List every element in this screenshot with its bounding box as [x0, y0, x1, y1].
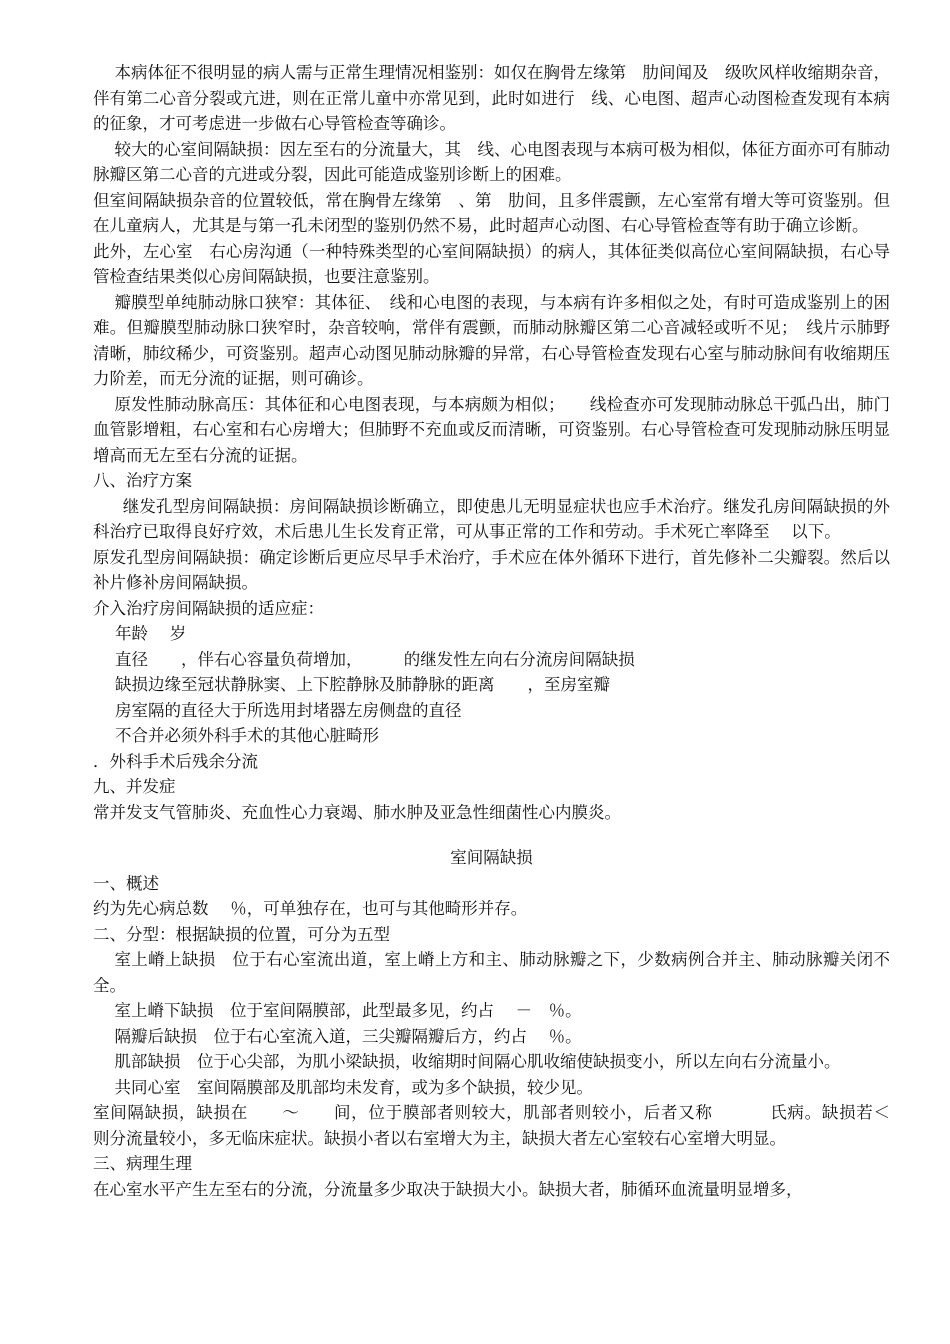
- paragraph-vsd-size: 室间隔缺损，缺损在 ～ 间，位于膜部者则较大，肌部者则较小，后者又称 氏病。缺损若＜ 则分流量较小，多无临床症状。缺损小者以右室增大为主，缺损大者左心室较右心室增大明显。: [93, 1103, 940, 1148]
- paragraph-large-vsd: 较大的心室间隔缺损：因左至右的分流量大，其 线、心电图表现与本病可极为相似，体征方面亦可有肺动脉瓣区第二心音的亢进或分裂，因此可能造成鉴别诊断上的困难。: [93, 139, 890, 184]
- heading-pathophysiology: 三、病理生理: [93, 1154, 192, 1173]
- paragraph-physiologic-differential: 本病体征不很明显的病人需与正常生理情况相鉴别：如仅在胸骨左缘第 肋间闻及 级吹风样收缩期杂音，伴有第二心音分裂或亢进，则在正常儿童中亦常见到，此时如进行 线、心电图、超声心动图检查发现有本病的征象，才可考虑进一步做右心导管检查等确诊。: [93, 63, 890, 133]
- paragraph-lv-ra-channel: 此外，左心室 右心房沟通（一种特殊类型的心室间隔缺损）的病人，其体征类似高位心室间隔缺损，右心导管检查结果类似心房间隔缺损，也要注意鉴别。: [93, 241, 890, 286]
- paragraph-secundum-asd-treatment: 继发孔型房间隔缺损：房间隔缺损诊断确立，即使患儿无明显症状也应手术治疗。继发孔房间隔缺损的外科治疗已取得良好疗效，术后患儿生长发育正常，可从事正常的工作和劳动。手术死亡率降至 以下。: [93, 496, 890, 541]
- vsd-type-item: 肌部缺损 位于心尖部，为肌小梁缺损，收缩期时间隔心肌收缩使缺损变小，所以左向右分流量小。: [114, 1052, 841, 1071]
- indication-item: 房室隔的直径大于所选用封堵器左房侧盘的直径: [115, 700, 462, 720]
- heading-overview: 一、概述: [93, 873, 159, 893]
- paragraph-pulmonary-stenosis: 瓣膜型单纯肺动脉口狭窄：其体征、 线和心电图的表现，与本病有许多相似之处，有时可造成鉴别上的困难。但瓣膜型肺动脉口狭窄时，杂音较响，常伴有震颤，而肺动脉瓣区第二心音减轻或听不见； 线片示肺野清晰，肺纹稀少，可资鉴别。超声心动图见肺动脉瓣的异常，右心导管检查发现右心室与肺动脉间有收缩期压力阶差，而无分流的证据，则可确诊。: [93, 292, 890, 388]
- indication-item: 年龄 岁: [115, 624, 187, 643]
- paragraph-primary-pulmonary-hypertension: 原发性肺动脉高压：其体征和心电图表现，与本病颇为相似； 线检查亦可发现肺动脉总干弧凸出，肺门血管影增粗，右心室和右心房增大；但肺野不充血或反而清晰，可资鉴别。右心导管检查可发现肺动脉压明显增高而无左至右分流的证据。: [93, 394, 890, 465]
- section-title-vsd: 室间隔缺损: [450, 848, 533, 867]
- indication-item: 缺损边缘至冠状静脉窦、上下腔静脉及肺静脉的距离 ，至房室瓣: [115, 675, 610, 694]
- indication-item-residual-shunt: ．外科手术后残余分流: [93, 751, 258, 771]
- heading-classification: 二、分型：根据缺损的位置，可分为五型: [93, 924, 390, 944]
- paragraph-vsd-murmur: 但室间隔缺损杂音的位置较低，常在胸骨左缘第 、第 肋间，且多伴震颤，左心室常有增大等可资鉴别。但在儿童病人，尤其是与第一孔未闭型的鉴别仍然不易，此时超声心动图、右心导管检查等有助于确立诊断。: [93, 190, 890, 235]
- paragraph-primum-asd-treatment: 原发孔型房间隔缺损：确定诊断后更应尽早手术治疗，手术应在体外循环下进行，首先修补二尖瓣裂。然后以补片修补房间隔缺损。: [93, 547, 890, 592]
- paragraph-pathophysiology: 在心室水平产生左至右的分流，分流量多少取决于缺损大小。缺损大者，肺循环血流量明显增多，: [93, 1179, 803, 1199]
- vsd-type-item: 共同心室 室间隔膜部及肌部均未发育，或为多个缺损，较少见。: [114, 1077, 593, 1097]
- heading-interventional-indications: 介入治疗房间隔缺损的适应症：: [93, 598, 324, 618]
- indication-item: 直径 ，伴右心容量负荷增加， 的继发性左向右分流房间隔缺损: [115, 649, 635, 669]
- heading-treatment: 八、治疗方案: [93, 471, 192, 490]
- paragraph-complications: 常并发支气管肺炎、充血性心力衰竭、肺水肿及亚急性细菌性心内膜炎。: [93, 802, 621, 822]
- indication-item: 不合并必须外科手术的其他心脏畸形: [115, 726, 379, 745]
- vsd-type-item: 室上嵴上缺损 位于右心室流出道，室上嵴上方和主、肺动脉瓣之下，少数病例合并主、肺动脉瓣关闭不全。: [93, 950, 890, 995]
- vsd-type-item: 室上嵴下缺损 位于室间隔膜部，此型最多见，约占 － ％。: [114, 1001, 582, 1020]
- vsd-type-item: 隔瓣后缺损 位于右心室流入道，三尖瓣隔瓣后方，约占 ％。: [114, 1026, 582, 1046]
- heading-complications: 九、并发症: [93, 777, 176, 796]
- paragraph-overview: 约为先心病总数 ％，可单独存在，也可与其他畸形并存。: [93, 899, 528, 918]
